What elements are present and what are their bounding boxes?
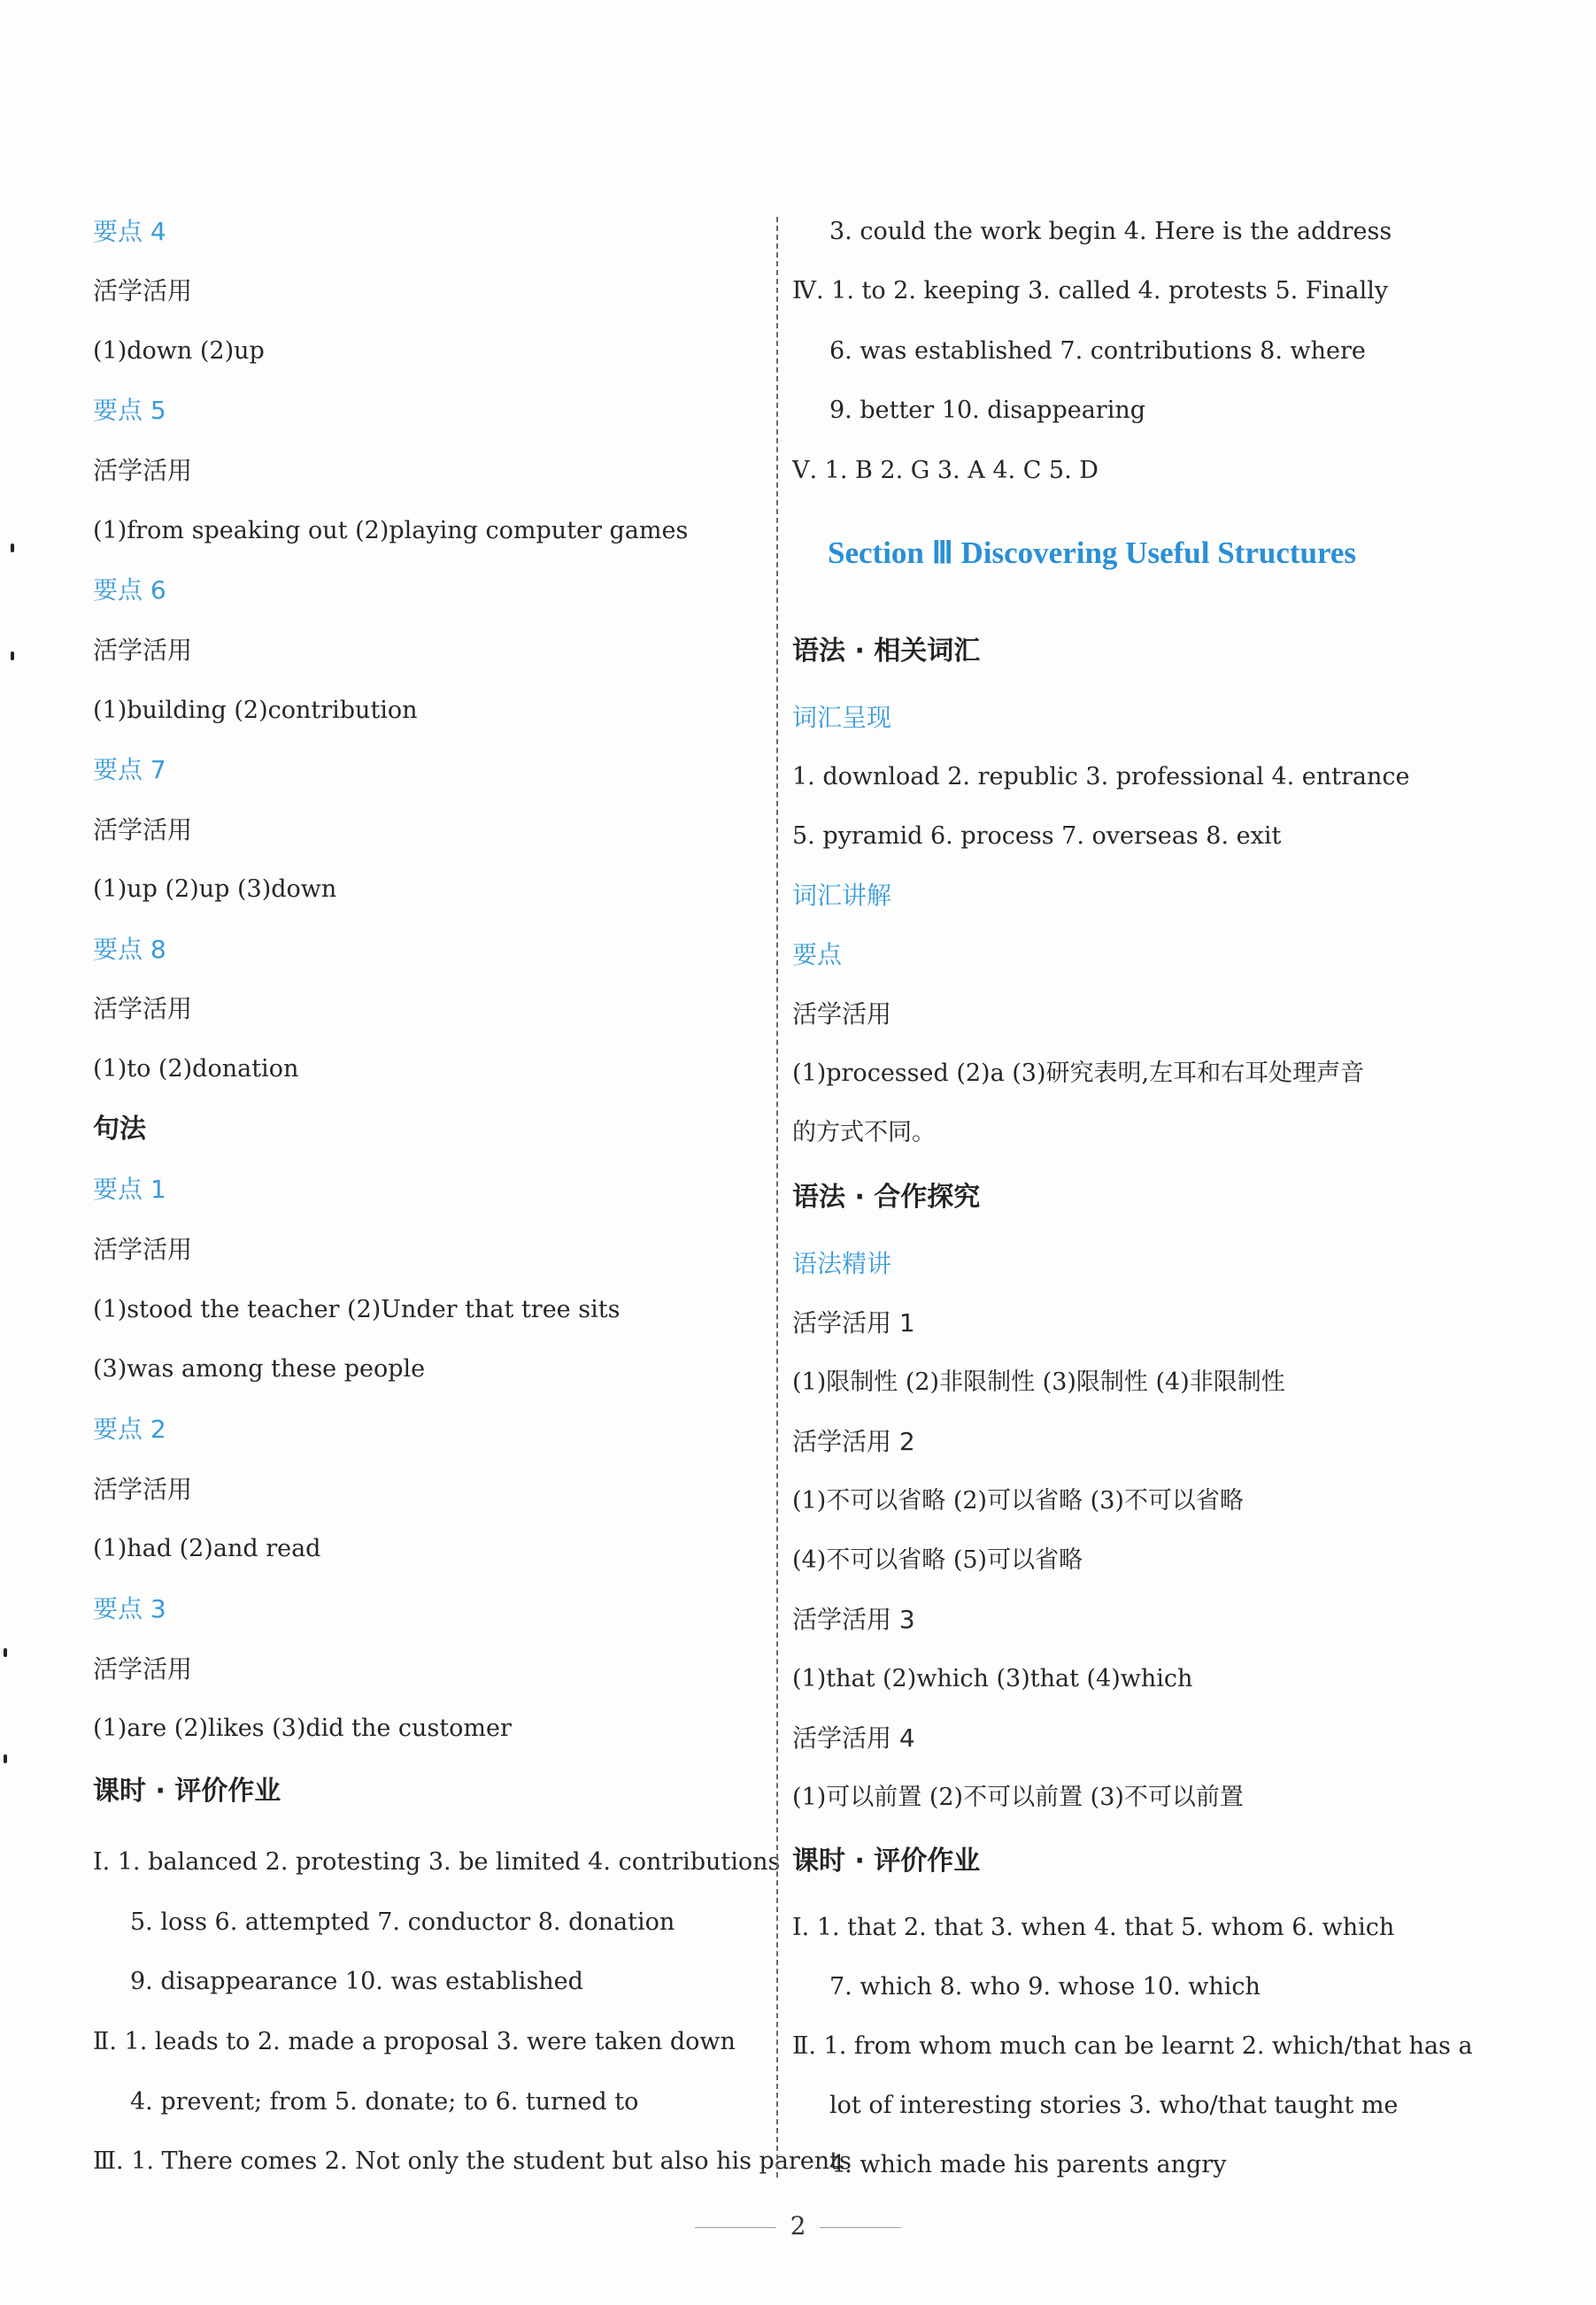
key-point-heading: 要点 5 [93, 396, 166, 425]
answer-line: 的方式不同。 [792, 1119, 936, 1146]
answer-line: (1)可以前置 (2)不可以前置 (3)不可以前置 [792, 1784, 1244, 1811]
page-number: 2 [790, 2211, 806, 2240]
margin-mark [11, 543, 14, 552]
section-title: Section Ⅲ Discovering Useful Structures [828, 536, 1357, 570]
answer-line: (4)不可以省略 (5)可以省略 [792, 1546, 1083, 1574]
answer-line: (1)不可以省略 (2)可以省略 (3)不可以省略 [792, 1487, 1244, 1515]
answer-line: 4. prevent; from 5. donate; to 6. turned to [130, 2088, 639, 2116]
answer-line: Ⅰ. 1. that 2. that 3. when 4. that 5. whom 6. which [792, 1914, 1395, 1941]
answer-line: Ⅱ. 1. leads to 2. made a proposal 3. were taken down [93, 2028, 736, 2055]
footer-rule [695, 2227, 776, 2228]
practice-heading: 活学活用 [93, 456, 193, 485]
homework-heading: 课时 · 评价作业 [93, 1776, 281, 1807]
practice-heading: 活学活用 1 [792, 1308, 915, 1338]
vocab-show-heading: 词汇呈现 [792, 703, 892, 732]
key-point-heading: 要点 [792, 940, 843, 969]
key-point-heading: 要点 8 [93, 935, 166, 964]
answer-line: (1)had (2)and read [93, 1535, 321, 1562]
page-footer [0, 2211, 1596, 2240]
margin-mark [4, 1648, 7, 1657]
practice-heading: 活学活用 [93, 1654, 193, 1684]
answer-line: Ⅱ. 1. from whom much can be learnt 2. which/that has a [792, 2032, 1473, 2060]
answer-line: 4. which made his parents angry [829, 2151, 1227, 2178]
practice-heading: 活学活用 [93, 1235, 193, 1264]
grammar-explore-heading: 语法 · 合作探究 [792, 1182, 981, 1213]
answer-line: (1)processed (2)a (3)研究表明,左耳和右耳处理声音 [792, 1060, 1365, 1087]
answer-line: 5. pyramid 6. process 7. overseas 8. exit [792, 822, 1282, 850]
syntax-heading: 句法 [93, 1114, 146, 1145]
answer-line: (3)was among these people [93, 1355, 426, 1383]
answer-line: Ⅴ. 1. B 2. G 3. A 4. C 5. D [792, 457, 1099, 484]
answer-line: lot of interesting stories 3. who/that taught me [829, 2092, 1399, 2119]
answer-line: (1)stood the teacher (2)Under that tree sits [93, 1296, 621, 1323]
practice-heading: 活学活用 4 [792, 1723, 915, 1753]
vocab-explain-heading: 词汇讲解 [792, 881, 892, 910]
grammar-vocab-heading: 语法 · 相关词汇 [792, 636, 981, 667]
answer-line: (1)down (2)up [93, 337, 265, 365]
answer-line: (1)are (2)likes (3)did the customer [93, 1715, 512, 1742]
answer-line: (1)up (2)up (3)down [93, 875, 337, 903]
answer-line: 5. loss 6. attempted 7. conductor 8. donation [130, 1908, 675, 1936]
key-point-heading: 要点 1 [93, 1175, 166, 1204]
answer-line: 6. was established 7. contributions 8. where [829, 337, 1366, 365]
answer-line: 3. could the work begin 4. Here is the address [829, 218, 1392, 245]
practice-heading: 活学活用 [93, 1475, 193, 1504]
key-point-heading: 要点 2 [93, 1415, 166, 1444]
margin-mark [11, 651, 14, 660]
practice-heading: 活学活用 [792, 999, 892, 1029]
answer-line: (1)to (2)donation [93, 1055, 299, 1083]
answer-line: 9. disappearance 10. was established [130, 1968, 583, 1995]
answer-line: 9. better 10. disappearing [829, 397, 1146, 424]
practice-heading: 活学活用 [93, 276, 193, 305]
practice-heading: 活学活用 [93, 815, 193, 844]
answer-line: (1)from speaking out (2)playing computer games [93, 517, 689, 544]
grammar-explain-heading: 语法精讲 [792, 1249, 892, 1278]
column-divider [776, 217, 778, 2178]
answer-line: (1)限制性 (2)非限制性 (3)限制性 (4)非限制性 [792, 1368, 1285, 1396]
practice-heading: 活学活用 2 [792, 1427, 915, 1456]
key-point-heading: 要点 3 [93, 1594, 166, 1623]
answer-line: (1)that (2)which (3)that (4)which [792, 1665, 1193, 1692]
answer-line: 7. which 8. who 9. whose 10. which [829, 1973, 1261, 2000]
practice-heading: 活学活用 3 [792, 1605, 915, 1634]
practice-heading: 活学活用 [93, 636, 193, 665]
key-point-heading: 要点 7 [93, 755, 166, 784]
key-point-heading: 要点 4 [93, 217, 166, 246]
homework-heading: 课时 · 评价作业 [792, 1846, 981, 1877]
practice-heading: 活学活用 [93, 994, 193, 1023]
key-point-heading: 要点 6 [93, 575, 166, 605]
footer-rule [820, 2227, 901, 2228]
answer-line: 1. download 2. republic 3. professional 4. entrance [792, 763, 1410, 790]
answer-line: (1)building (2)contribution [93, 697, 418, 724]
margin-mark [4, 1754, 7, 1763]
answer-line: Ⅰ. 1. balanced 2. protesting 3. be limited 4. contributions [93, 1848, 781, 1876]
answer-line: Ⅳ. 1. to 2. keeping 3. called 4. protests 5. Finally [792, 277, 1389, 305]
answer-line: Ⅲ. 1. There comes 2. Not only the student but also his parents [93, 2147, 852, 2175]
